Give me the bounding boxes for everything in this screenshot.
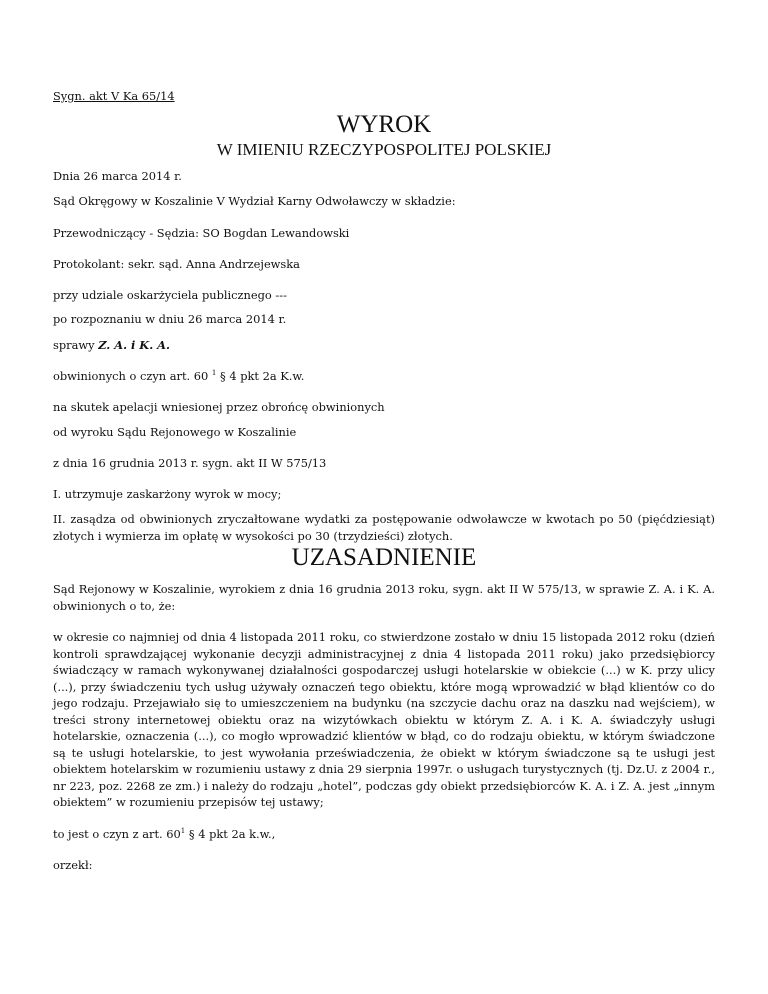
court-clerk: Protokolant: sekr. sąd. Anna Andrzejewska: [53, 257, 300, 271]
ruling-point-1: I. utrzymuje zaskarżony wyrok w mocy;: [53, 487, 282, 501]
case-prefix: sprawy: [53, 338, 99, 352]
charge-post: § 4 pkt 2a K.w.: [216, 369, 305, 383]
case-signature: Sygn. akt V Ka 65/14: [53, 89, 175, 103]
case-parties: Z. A. i K. A.: [98, 338, 170, 352]
appeal-line: na skutek apelacji wniesionej przez obrońcę obwinionych: [53, 400, 385, 414]
case-parties-line: [53, 337, 715, 354]
act-line: [53, 826, 715, 843]
ruling-point-2: II. zasądza od obwinionych zryczałtowane wydatki za postępowanie odwoławcze w kwotach po 50 (pięćdziesiąt) złotych i wymierza im opłatę w wysokości po 30 (trzydzieści) złotych.: [53, 512, 715, 543]
justification-intro: Sąd Rejonowy w Koszalinie, wyrokiem z dnia 16 grudnia 2013 roku, sygn. akt II W 575/13, w sprawie Z. A. i K. A. obwinionych o to, że:: [53, 582, 715, 613]
presiding-judge: Przewodniczący - Sędzia: SO Bogdan Lewandowski: [53, 226, 350, 240]
judgment-date: Dnia 26 marca 2014 r.: [53, 169, 182, 183]
charge-line: [53, 368, 715, 385]
judgment-subtitle: W IMIENIU RZECZYPOSPOLITEJ POLSKIEJ: [216, 140, 552, 159]
court-composition: Sąd Okręgowy w Koszalinie V Wydział Karny Odwoławczy w składzie:: [53, 194, 456, 208]
judgment-date-line: z dnia 16 grudnia 2013 r. sygn. akt II W 575/13: [53, 456, 327, 470]
charge-pre: obwinionych o czyn art. 60: [53, 369, 212, 383]
judgment-title: WYROK: [336, 111, 432, 138]
hearing-date: po rozpoznaniu w dniu 26 marca 2014 r.: [53, 312, 287, 326]
act-pre: to jest o czyn z art. 60: [53, 827, 181, 841]
justification-title: UZASADNIENIE: [291, 544, 477, 571]
from-judgment-line: od wyroku Sądu Rejonowego w Koszalinie: [53, 425, 297, 439]
justification-body: w okresie co najmniej od dnia 4 listopada 2011 roku, co stwierdzone zostało w dniu 15 listopada 2012 roku (dzień kontroli sprawdzającej wykonanie decyzji administracyjnej z dnia 4 listopada 2011 roku) jako przedsiębiorcy świadczący w ramach wykonywanej działalności gospodarczej usługi hotelarskie w obiekcie (...) w K. przy ulicy (...), przy świadczeniu tych usług używały oznaczeń tego obiektu, które mogą wprowadzić w błąd klientów co do jego rodzaju. Przejawiało się to umieszczeniem na budynku (na szczycie dachu oraz na daszku nad wejściem), w treści strony internetowej obiektu oraz na wizytówkach obiektu w którym Z. A. i K. A. świadczyły usługi hotelarskie, oznaczenia (...), co mogło wprowadzić klientów w błąd, co do rodzaju obiektu, w którym świadczone są te usługi hotelarskie, to jest wywołania przeświadczenia, że obiekt w którym świadczone są te usługi jest obiektem hotelarskim w rozumieniu ustawy z dnia 29 sierpnia 1997r. o usługach turystycznych (tj. Dz.U. z 2004 r., nr 223, poz. 2268 ze zm.) i należy do rodzaju „hotel”, podczas gdy obiekt przedsiębiorców K. A. i Z. A. jest „innym obiektem” w rozumieniu przepisów tej ustawy;: [53, 630, 715, 809]
act-sup: 1: [180, 827, 186, 836]
public-prosecutor: przy udziale oskarżyciela publicznego ---: [53, 288, 287, 302]
charge-sup: 1: [211, 369, 217, 378]
ruled-line: orzekł:: [53, 858, 93, 872]
act-post: § 4 pkt 2a k.w.,: [185, 827, 276, 841]
